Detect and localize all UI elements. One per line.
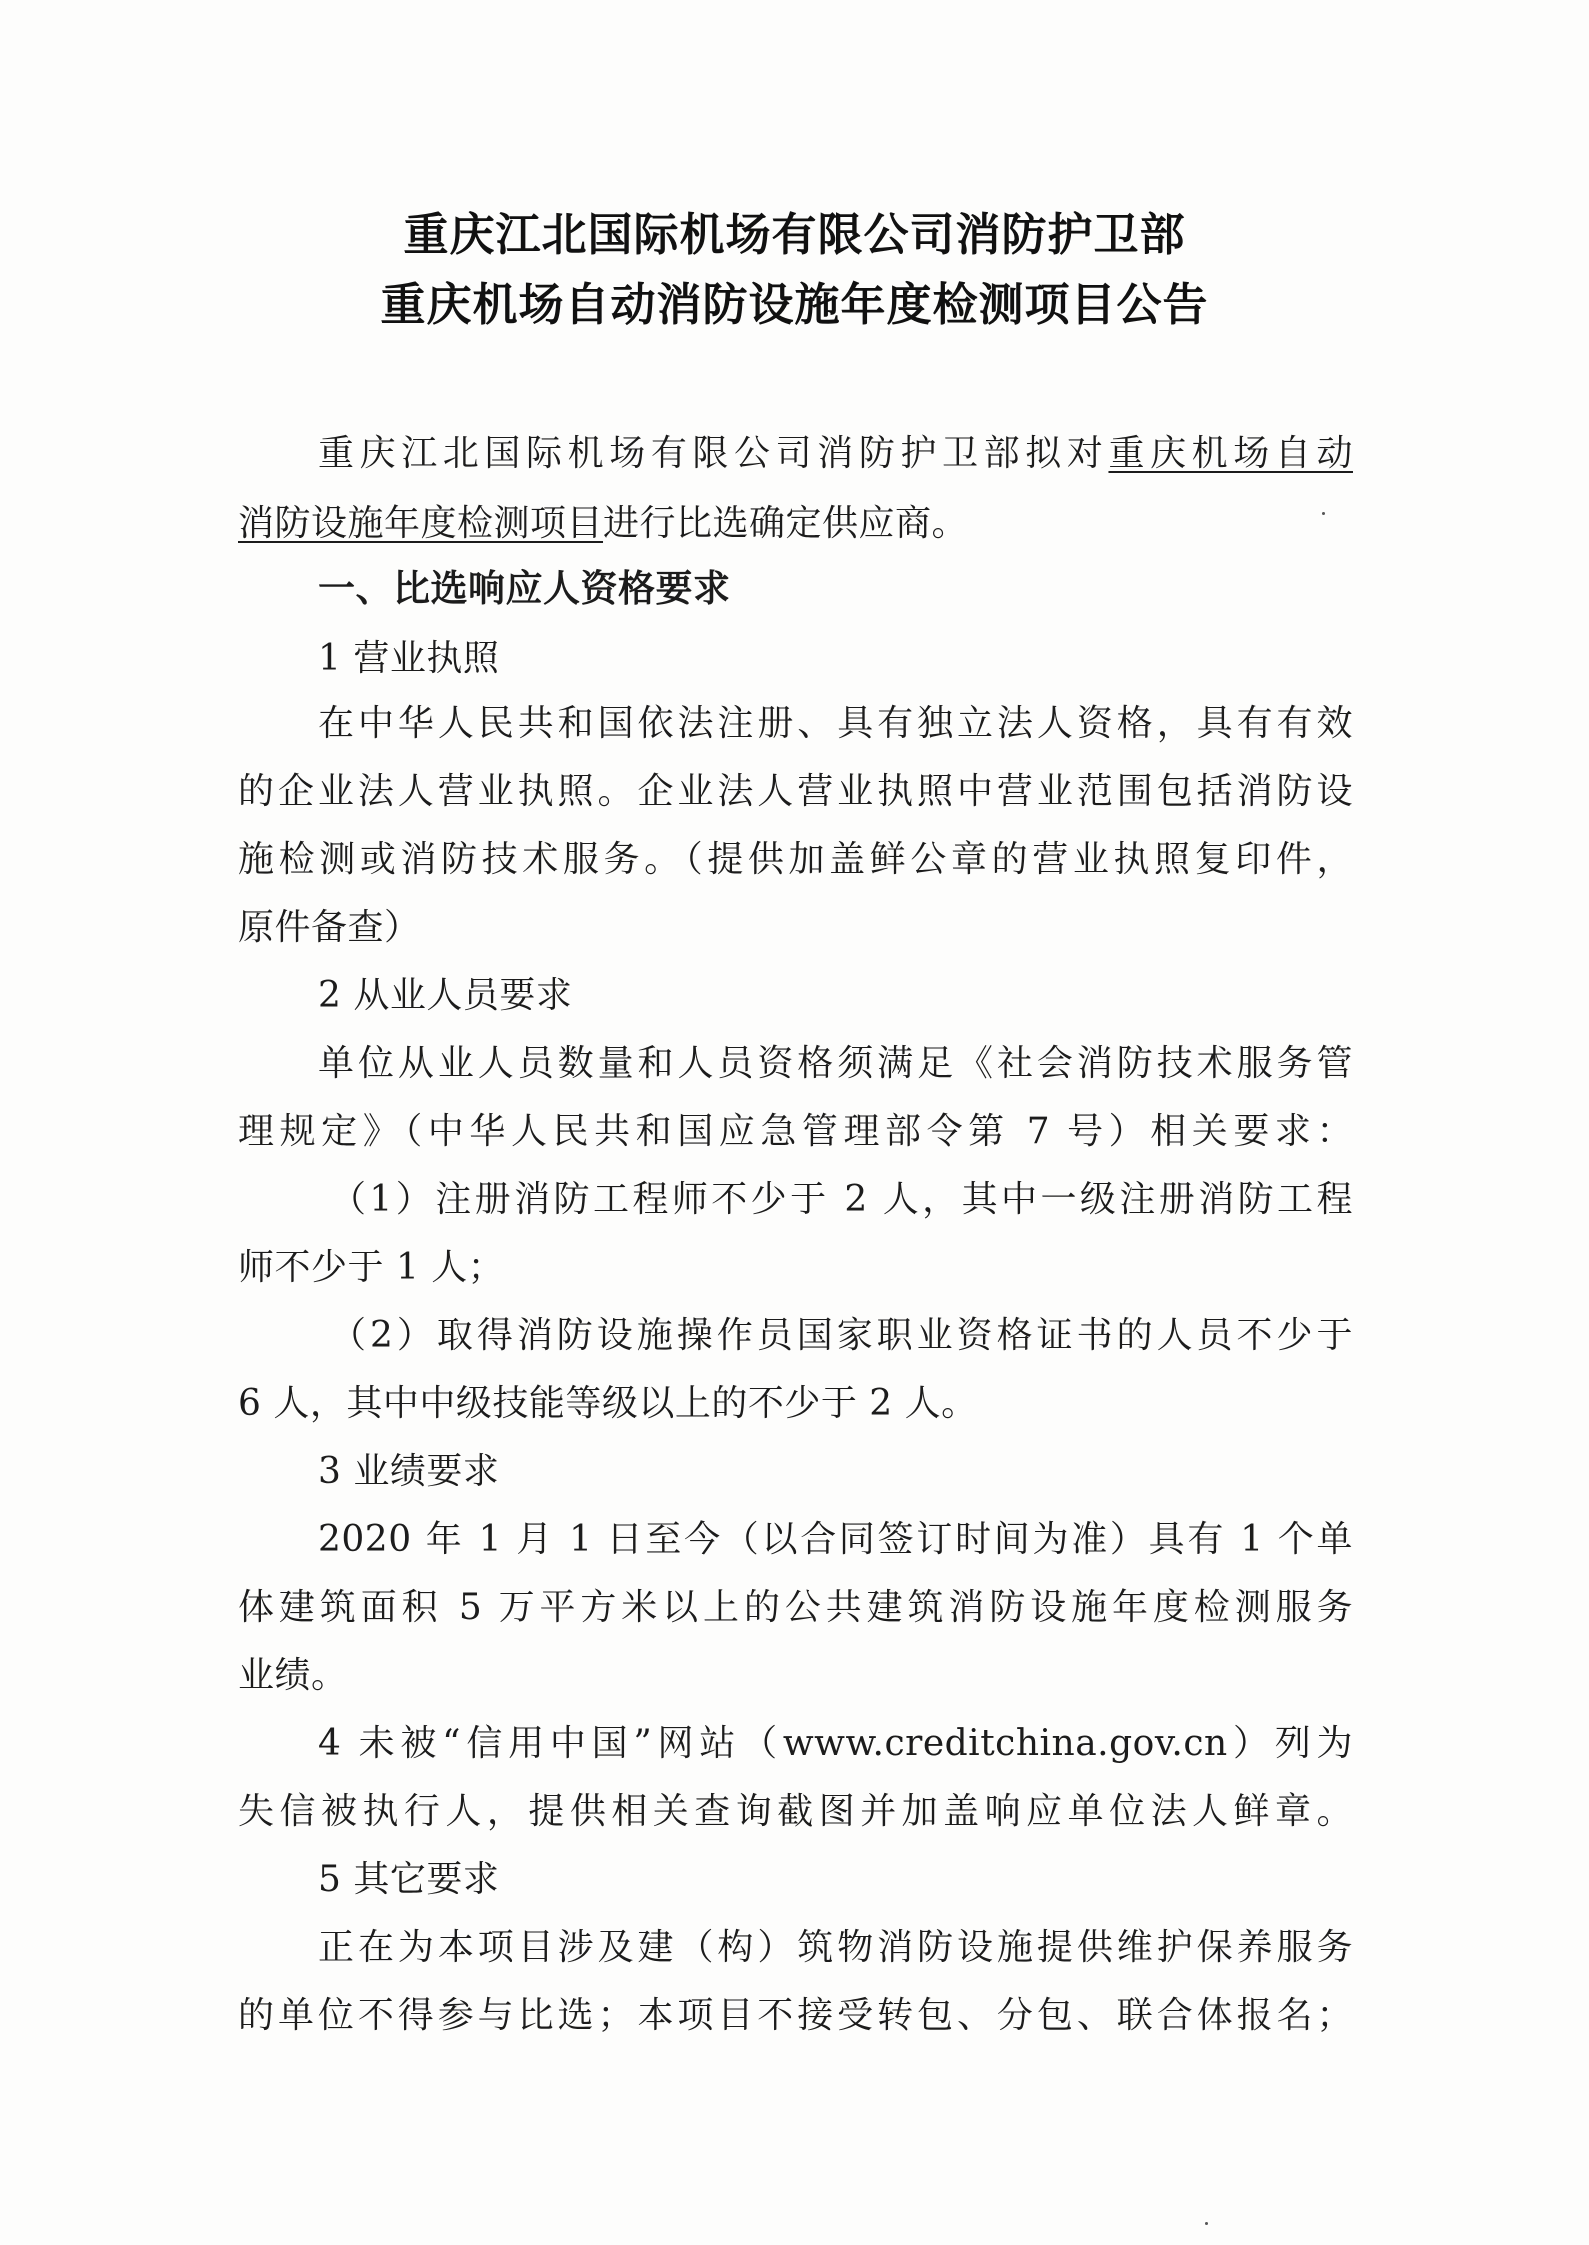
scan-speck — [1205, 2222, 1208, 2225]
intro-text: 重庆江北国际机场有限公司消防护卫部拟对 — [318, 433, 1109, 474]
item-1-line: 施检测或消防技术服务。（提供加盖鲜公章的营业执照复印件， — [238, 839, 1353, 880]
scan-speck — [1322, 512, 1325, 515]
intro-line-1 — [318, 430, 1353, 478]
item-1-line: 的企业法人营业执照。企业法人营业执照中营业范围包括消防设 — [238, 771, 1353, 812]
item-2-sub-2-line: 6 人，其中中级技能等级以上的不少于 2 人。 — [238, 1383, 978, 1424]
item-3-line: 业绩。 — [238, 1655, 348, 1696]
title-line-1: 重庆江北国际机场有限公司消防护卫部 — [403, 208, 1186, 261]
item-5-line: 的单位不得参与比选；本项目不接受转包、分包、联合体报名； — [238, 1995, 1353, 2036]
project-name-underlined: 重庆机场自动 — [1108, 433, 1353, 474]
item-2-heading: 2 从业人员要求 — [318, 975, 573, 1016]
item-2-sub-1-line: （1）注册消防工程师不少于 2 人，其中一级注册消防工程 — [330, 1179, 1353, 1220]
item-5-heading: 5 其它要求 — [318, 1859, 500, 1900]
item-3-heading: 3 业绩要求 — [318, 1451, 500, 1492]
item-2-sub-1-line: 师不少于 1 人； — [238, 1247, 505, 1288]
item-3-line: 2020 年 1 月 1 日至今（以合同签订时间为准）具有 1 个单 — [318, 1519, 1353, 1560]
item-2-line: 单位从业人员数量和人员资格须满足《社会消防技术服务管 — [318, 1043, 1353, 1084]
section-heading: 一、比选响应人资格要求 — [318, 567, 731, 610]
item-1-line: 在中华人民共和国依法注册、具有独立法人资格，具有有效 — [318, 703, 1353, 744]
item-2-line: 理规定》（中华人民共和国应急管理部令第 7 号）相关要求： — [238, 1111, 1353, 1152]
project-name-underlined: 消防设施年度检测项目 — [238, 503, 604, 544]
item-3-line: 体建筑面积 5 万平方米以上的公共建筑消防设施年度检测服务 — [238, 1587, 1353, 1628]
item-4-line: 4 未被“信用中国”网站（www.creditchina.gov.cn）列为 — [318, 1723, 1353, 1764]
intro-text: 进行比选确定供应商。 — [603, 503, 969, 544]
intro-line-2 — [238, 500, 1353, 548]
title-line-2: 重庆机场自动消防设施年度检测项目公告 — [380, 278, 1209, 331]
item-1-heading: 1 营业执照 — [318, 638, 500, 679]
item-4-line: 失信被执行人，提供相关查询截图并加盖响应单位法人鲜章。 — [238, 1791, 1353, 1832]
item-2-sub-2-line: （2）取得消防设施操作员国家职业资格证书的人员不少于 — [330, 1315, 1353, 1356]
item-1-line: 原件备查） — [238, 907, 421, 948]
item-5-line: 正在为本项目涉及建（构）筑物消防设施提供维护保养服务 — [318, 1927, 1353, 1968]
